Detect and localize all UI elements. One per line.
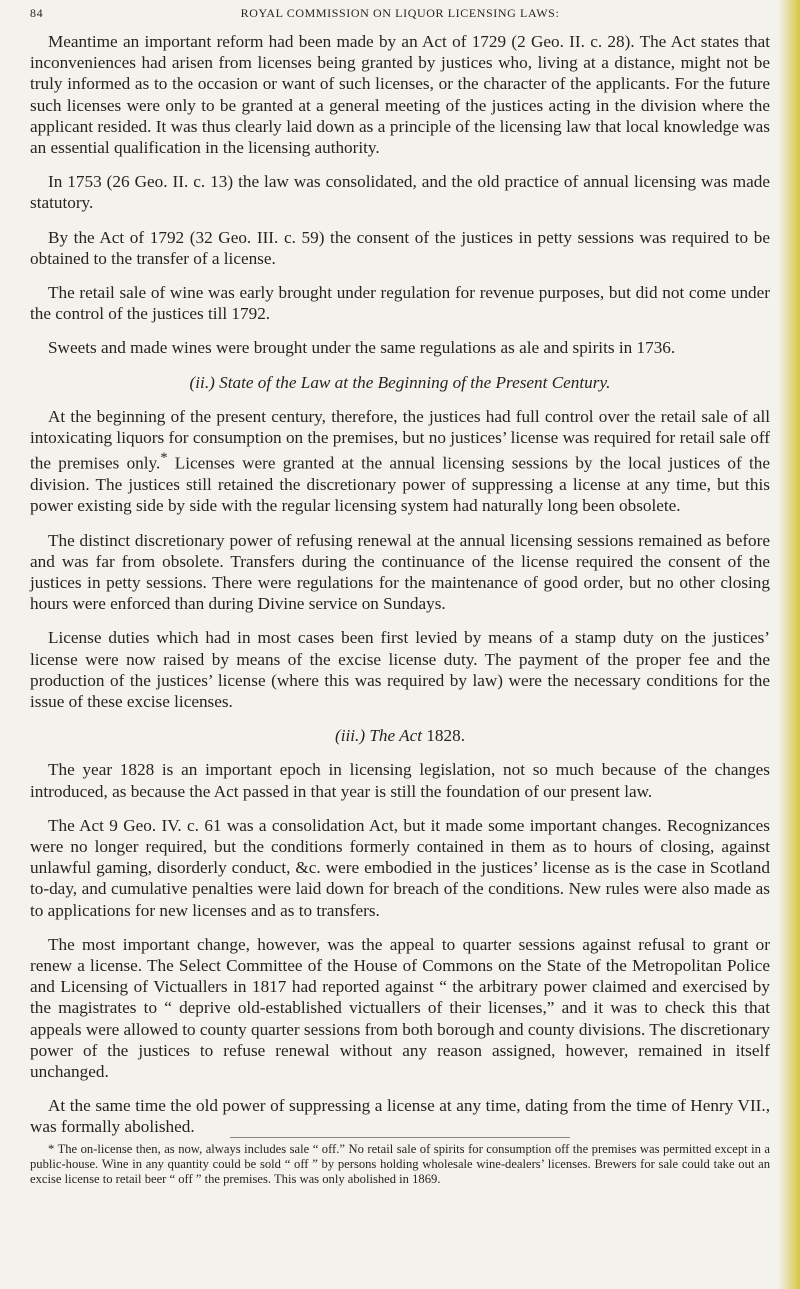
section-number: (ii.) xyxy=(189,372,215,392)
paragraph-text: Licenses were granted at the annual licensing sessions by the local justices of the division. The justices still retained the discretionary power of suppressing a license at any time, but this power existing side by side with the regular licensing system had naturally long been obsolete. xyxy=(30,453,770,516)
paragraph xyxy=(30,406,770,517)
section-heading xyxy=(30,372,770,393)
paragraph: The distinct discretionary power of refusing renewal at the annual licensing sessions remained as before and was far from obsolete. Transfers during the continuance of the license required the consent of the justices in petty sessions. There were regulations for the maintenance of good order, but no other closing hours were enforced than during Divine service on Sundays. xyxy=(30,530,770,614)
section-title: State of the Law at the Beginning of the Present Century. xyxy=(219,372,611,392)
body-text xyxy=(30,31,770,1151)
section-number: (iii.) xyxy=(334,726,366,746)
paragraph: The most important change, however, was the appeal to quarter sessions against refusal to grant or renew a license. The Select Committee of the House of Commons on the State of the Metropolitan Police and Licensing of Victuallers in 1817 had reported against “ the arbitrary power claimed and exercised by the magistrates to “ deprive old-established victuallers of their licenses,” and it was to check this that appeals were allowed to county quarter sessions from both borough and county divisions. The discretionary power of the justices to refuse renewal without any reason assigned, however, remained in itself unchanged. xyxy=(30,934,771,1082)
paragraph: In 1753 (26 Geo. II. c. 13) the law was consolidated, and the old practice of annual licensing was made statutory. xyxy=(30,172,770,213)
paragraph: Sweets and made wines were brought under the same regulations as ale and spirits in 1736. xyxy=(48,338,676,358)
paragraph: The retail sale of wine was early brought under regulation for revenue purposes, but did not come under the control of the justices till 1792. xyxy=(30,283,770,324)
page-edge-shadow xyxy=(778,0,800,1289)
section-heading xyxy=(30,725,770,746)
paragraph: The year 1828 is an important epoch in licensing legislation, not so much because of the changes introduced, as because the Act passed in that year is still the foundation of our present law. xyxy=(30,760,770,801)
section-year: 1828. xyxy=(426,726,465,746)
paragraph: By the Act of 1792 (32 Geo. III. c. 59) the consent of the justices in petty sessions was required to be obtained to the transfer of a license. xyxy=(30,227,770,268)
paragraph: License duties which had in most cases been first levied by means of a stamp duty on the justices’ license were now raised by means of the excise license duty. The payment of the proper fee and the production of the justices’ license (where this was required by law) were the necessary conditions for the issue of these excise licenses. xyxy=(30,628,770,712)
footnote: * The on-license then, as now, always includes sale “ off.” No retail sale of spirits for consumption off the premises was permitted except in a public-house. Wine in any quantity could be sold “ off ” by persons holding wholesale wine-dealers’ licenses. Brewers for sale could take out an excise license to retail beer “ off ” the premises. This was only abolished in 1869. xyxy=(30,1142,770,1187)
footnote-reference: * xyxy=(160,450,168,467)
page-number: 84 xyxy=(30,6,44,20)
section-title: The Act xyxy=(369,726,423,746)
paragraph: At the same time the old power of suppressing a license at any time, dating from the time of Henry VII., was formally abolished. xyxy=(30,1096,770,1137)
running-head: ROYAL COMMISSION ON LIQUOR LICENSING LAWS: xyxy=(240,6,560,20)
paragraph: The Act 9 Geo. IV. c. 61 was a consolidation Act, but it made some important changes. Recognizances were no longer required, but the conditions formerly contained in them as to hours of closing, against unlawful gaming, disorderly conduct, &c. were embodied in the justices’ license as is the case in Scotland to-day, and cumulative penalties were laid down for breach of the conditions. New rules were also made as to applications for new licenses and as to transfers. xyxy=(30,815,770,920)
paragraph: Meantime an important reform had been made by an Act of 1729 (2 Geo. II. c. 28). The Act states that inconveniences had arisen from licenses being granted by justices who, living at a distance, might not be truly informed as to the occasion or want of such licenses, or the character of the applicants. For the future such licenses were only to be granted at a general meeting of the justices acting in the division where the applicant resided. It was thus clearly laid down as a principle of the licensing law that local knowledge was an essential qualification in the licensing authority. xyxy=(30,32,770,158)
footnote-rule xyxy=(230,1137,570,1138)
paragraph-text: At the beginning of the present century, therefore, the justices had full control over the retail sale of all intoxicating liquors for consumption on the premises, but no justices’ license was required for retail sale off the premises only. xyxy=(30,406,770,473)
page-header xyxy=(30,2,770,24)
